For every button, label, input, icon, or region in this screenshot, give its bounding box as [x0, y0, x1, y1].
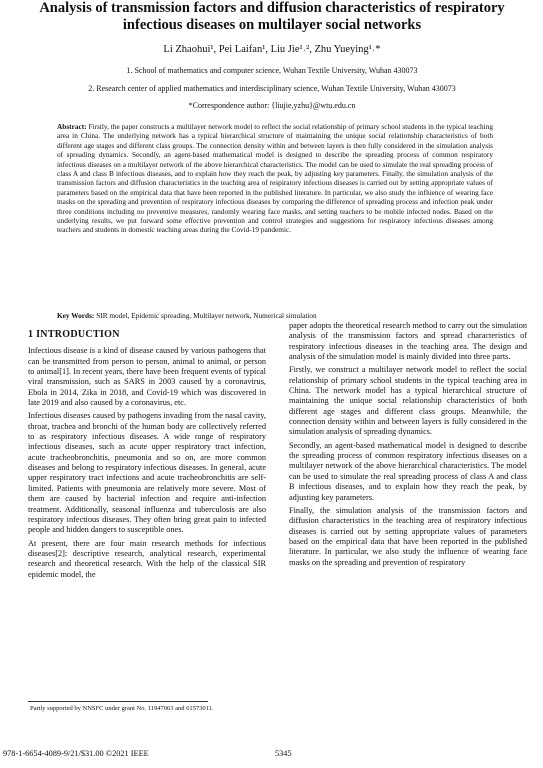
- abstract-label: Abstract:: [57, 122, 87, 131]
- abstract-text: Firstly, the paper constructs a multilayer network model to reflect the social relationship of primary school students in the typical teaching area in China. The underlying network has a typical hierarchical structure of maintaining the unique social relationship characteristics of both different age stages and different class groups. The connection density within and between layers is then fully considered in the simulation analysis of spreading dynamics. Secondly, an agent-based mathematical model is designed to describe the spreading process of common respiratory infectious diseases on a multilayer network of the above hierarchical characteristics. The model can be used to simulate the real spreading process of class A and class B infectious diseases, and to explain how they reach the peak, by adjusting key parameters. Finally, the simulation analysis of the transmission factors and diffusion characteristics in the teaching area of respiratory infectious diseases is carried out by setting appropriate values of parameters based on the empirical data that have been reported in the published literature. In particular, we also study the influence of wearing face masks on the spreading and prevention of respiratory infectious diseases by comparing the difference of spreading process and infection peak under three conditions including no preventive measures, randomly wearing face masks, and setting teachers to be mobile infected nodes. Based on the underlying results, we put forward some effective prevention and control strategies and suggestions for respiratory infectious diseases among teachers and students in domestic teaching areas during the Covid-19 pandemic.: [57, 122, 493, 235]
- paper-title: Analysis of transmission factors and diffusion characteristics of respiratory infectious diseases on multilayer social networks: [39, 0, 505, 33]
- paragraph: Infectious diseases caused by pathogens invading from the nasal cavity, throat, trachea and bronchi of the human body are collectively referred to as respiratory infectious diseases. A wide range of respiratory infectious diseases, such as acute upper respiratory tract infection, acute tracheobronchitis, pneumonia and so on, are more common diseases and belong to respiratory infectious diseases. In general, acute upper respiratory tract infections and acute tracheobronchitis are self-limited. Patients with pneumonia are relatively more severe. Most of them are caused by bacterial infection and require anti-infection treatment. Additionally, seasonal influenza and tuberculosis are also respiratory infectious diseases. They often bring great pain to infected people and hidden dangers to susceptible ones.: [28, 411, 266, 535]
- paragraph: Infectious disease is a kind of disease caused by various pathogens that can be transmitted from person to person, animal to animal, or person to animal[1]. In recent years, there have been frequent events of typical viral transmission, such as SARS in 2003 caused by a coronavirus, Ebola in 2014, Zika in 2018, and Covid-19 which was discovered in late 2019 and also caused by a coronavirus, etc.: [28, 346, 266, 408]
- footnote-divider: [28, 701, 208, 702]
- abstract: [57, 122, 493, 235]
- keywords: [57, 311, 493, 320]
- footnote: Partly supported by NNSFC under grant No. 11947063 and 61573011.: [30, 705, 214, 712]
- page-number: 5345: [275, 749, 292, 758]
- author-list: Li Zhaohui¹, Pei Laifan¹, Liu Jie¹˒², Zhu Yueying¹˒*: [163, 44, 381, 55]
- affiliation-2: 2. Research center of applied mathematics and interdisciplinary science, Wuhan Textile University, Wuhan 430073: [88, 84, 456, 93]
- paragraph: Finally, the simulation analysis of the transmission factors and diffusion characteristics in the teaching area of respiratory infectious diseases is carried out by setting appropriate values of parameters based on the empirical data that have been reported in the published literature. In particular, we also study the influence of wearing face masks on the spreading and prevention of respiratory: [289, 505, 527, 567]
- paragraph: Secondly, an agent-based mathematical model is designed to describe the spreading process of common respiratory infectious diseases on a multilayer network of the above hierarchical characteristics. The model can be used to simulate the real spreading process of class A and class B infectious diseases, and to explain how they reach the peak, by adjusting key parameters.: [289, 440, 527, 502]
- footer-isbn: 978-1-6654-4089-9/21/$31.00 ©2021 IEEE: [3, 749, 149, 758]
- paragraph: At present, there are four main research methods for infectious diseases[2]: descriptive research, analytical research, experimental research and theoretical research. With the help of the classical SIR epidemic model, the: [28, 538, 266, 579]
- keywords-text: SIR model, Epidemic spreading, Multilayer network, Numerical simulation: [96, 311, 317, 320]
- right-column: [289, 321, 527, 571]
- section-heading: 1 INTRODUCTION: [28, 329, 120, 340]
- left-column: [28, 322, 266, 583]
- affiliation-1: 1. School of mathematics and computer science, Wuhan Textile University, Wuhan 430073: [126, 66, 418, 75]
- paragraph: paper adopts the theoretical research method to carry out the simulation analysis of the transmission factors and spread characteristics of respiratory infectious diseases in the teaching area. The design and analysis of the simulation model is mainly divided into three parts.: [289, 321, 527, 362]
- paragraph: Firstly, we construct a multilayer network model to reflect the social relationship of primary school students in the typical teaching area in China. The network model has a typical hierarchical structure of maintaining the unique social relationship characteristics of both different age stages and different class groups. Meanwhile, the connection density within and between layers is fully considered in the simulation analysis of spreading dynamics.: [289, 365, 527, 437]
- keywords-label: Key Words:: [57, 311, 95, 320]
- correspondence-note: *Correspondence author: {liujie,yzhu}@wtu.edu.cn: [188, 101, 356, 110]
